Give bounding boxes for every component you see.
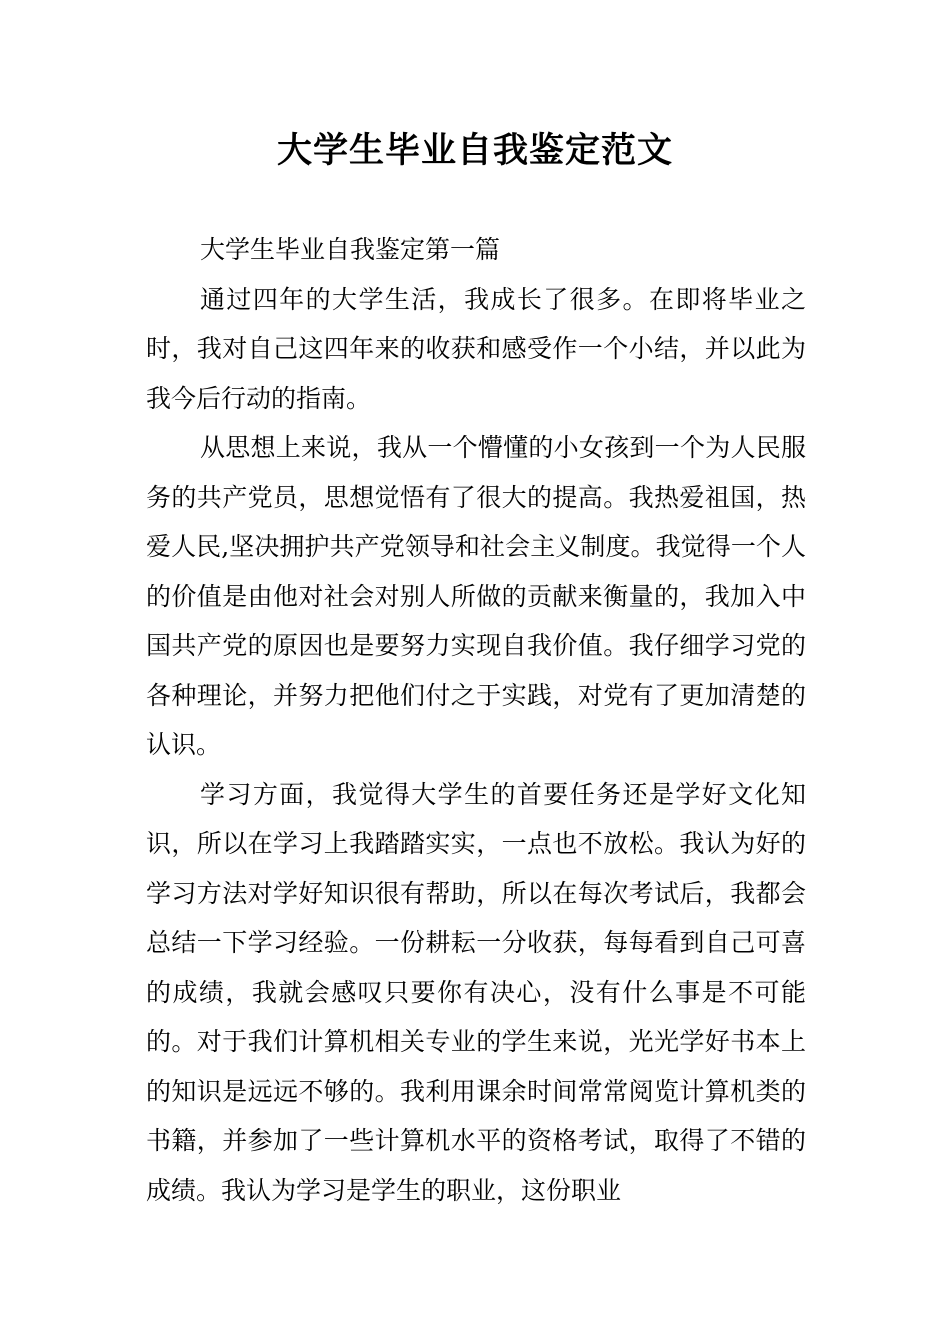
paragraph-ideology: 从思想上来说，我从一个懵懂的小女孩到一个为人民服务的共产党员，思想觉悟有了很大的提高。我热爱祖国，热爱人民,坚决拥护共产党领导和社会主义制度。我觉得一个人的价值是由他对社会对别人所做的贡献来衡量的，我加入中国共产党的原因也是要努力实现自我价值。我仔细学习党的各种理论，并努力把他们付之于实践，对党有了更加清楚的认识。 [146, 433, 806, 759]
paragraph-study: 学习方面，我觉得大学生的首要任务还是学好文化知识，所以在学习上我踏踏实实，一点也不放松。我认为好的学习方法对学好知识很有帮助，所以在每次考试后，我都会总结一下学习经验。一份耕耘一分收获，每每看到自己可喜的成绩，我就会感叹只要你有决心，没有什么事是不可能的。对于我们计算机相关专业的学生来说，光光学好书本上的知识是远远不够的。我利用课余时间常常阅览计算机类的书籍，并参加了一些计算机水平的资格考试，取得了不错的成绩。我认为学习是学生的职业，这份职业 [146, 779, 806, 1205]
section-heading: 大学生毕业自我鉴定第一篇 [200, 235, 501, 264]
document-body [146, 225, 806, 1215]
document-title: 大学生毕业自我鉴定范文 [276, 130, 673, 171]
paragraph-intro: 通过四年的大学生活，我成长了很多。在即将毕业之时，我对自己这四年来的收获和感受作一个小结，并以此为我今后行动的指南。 [146, 284, 806, 413]
